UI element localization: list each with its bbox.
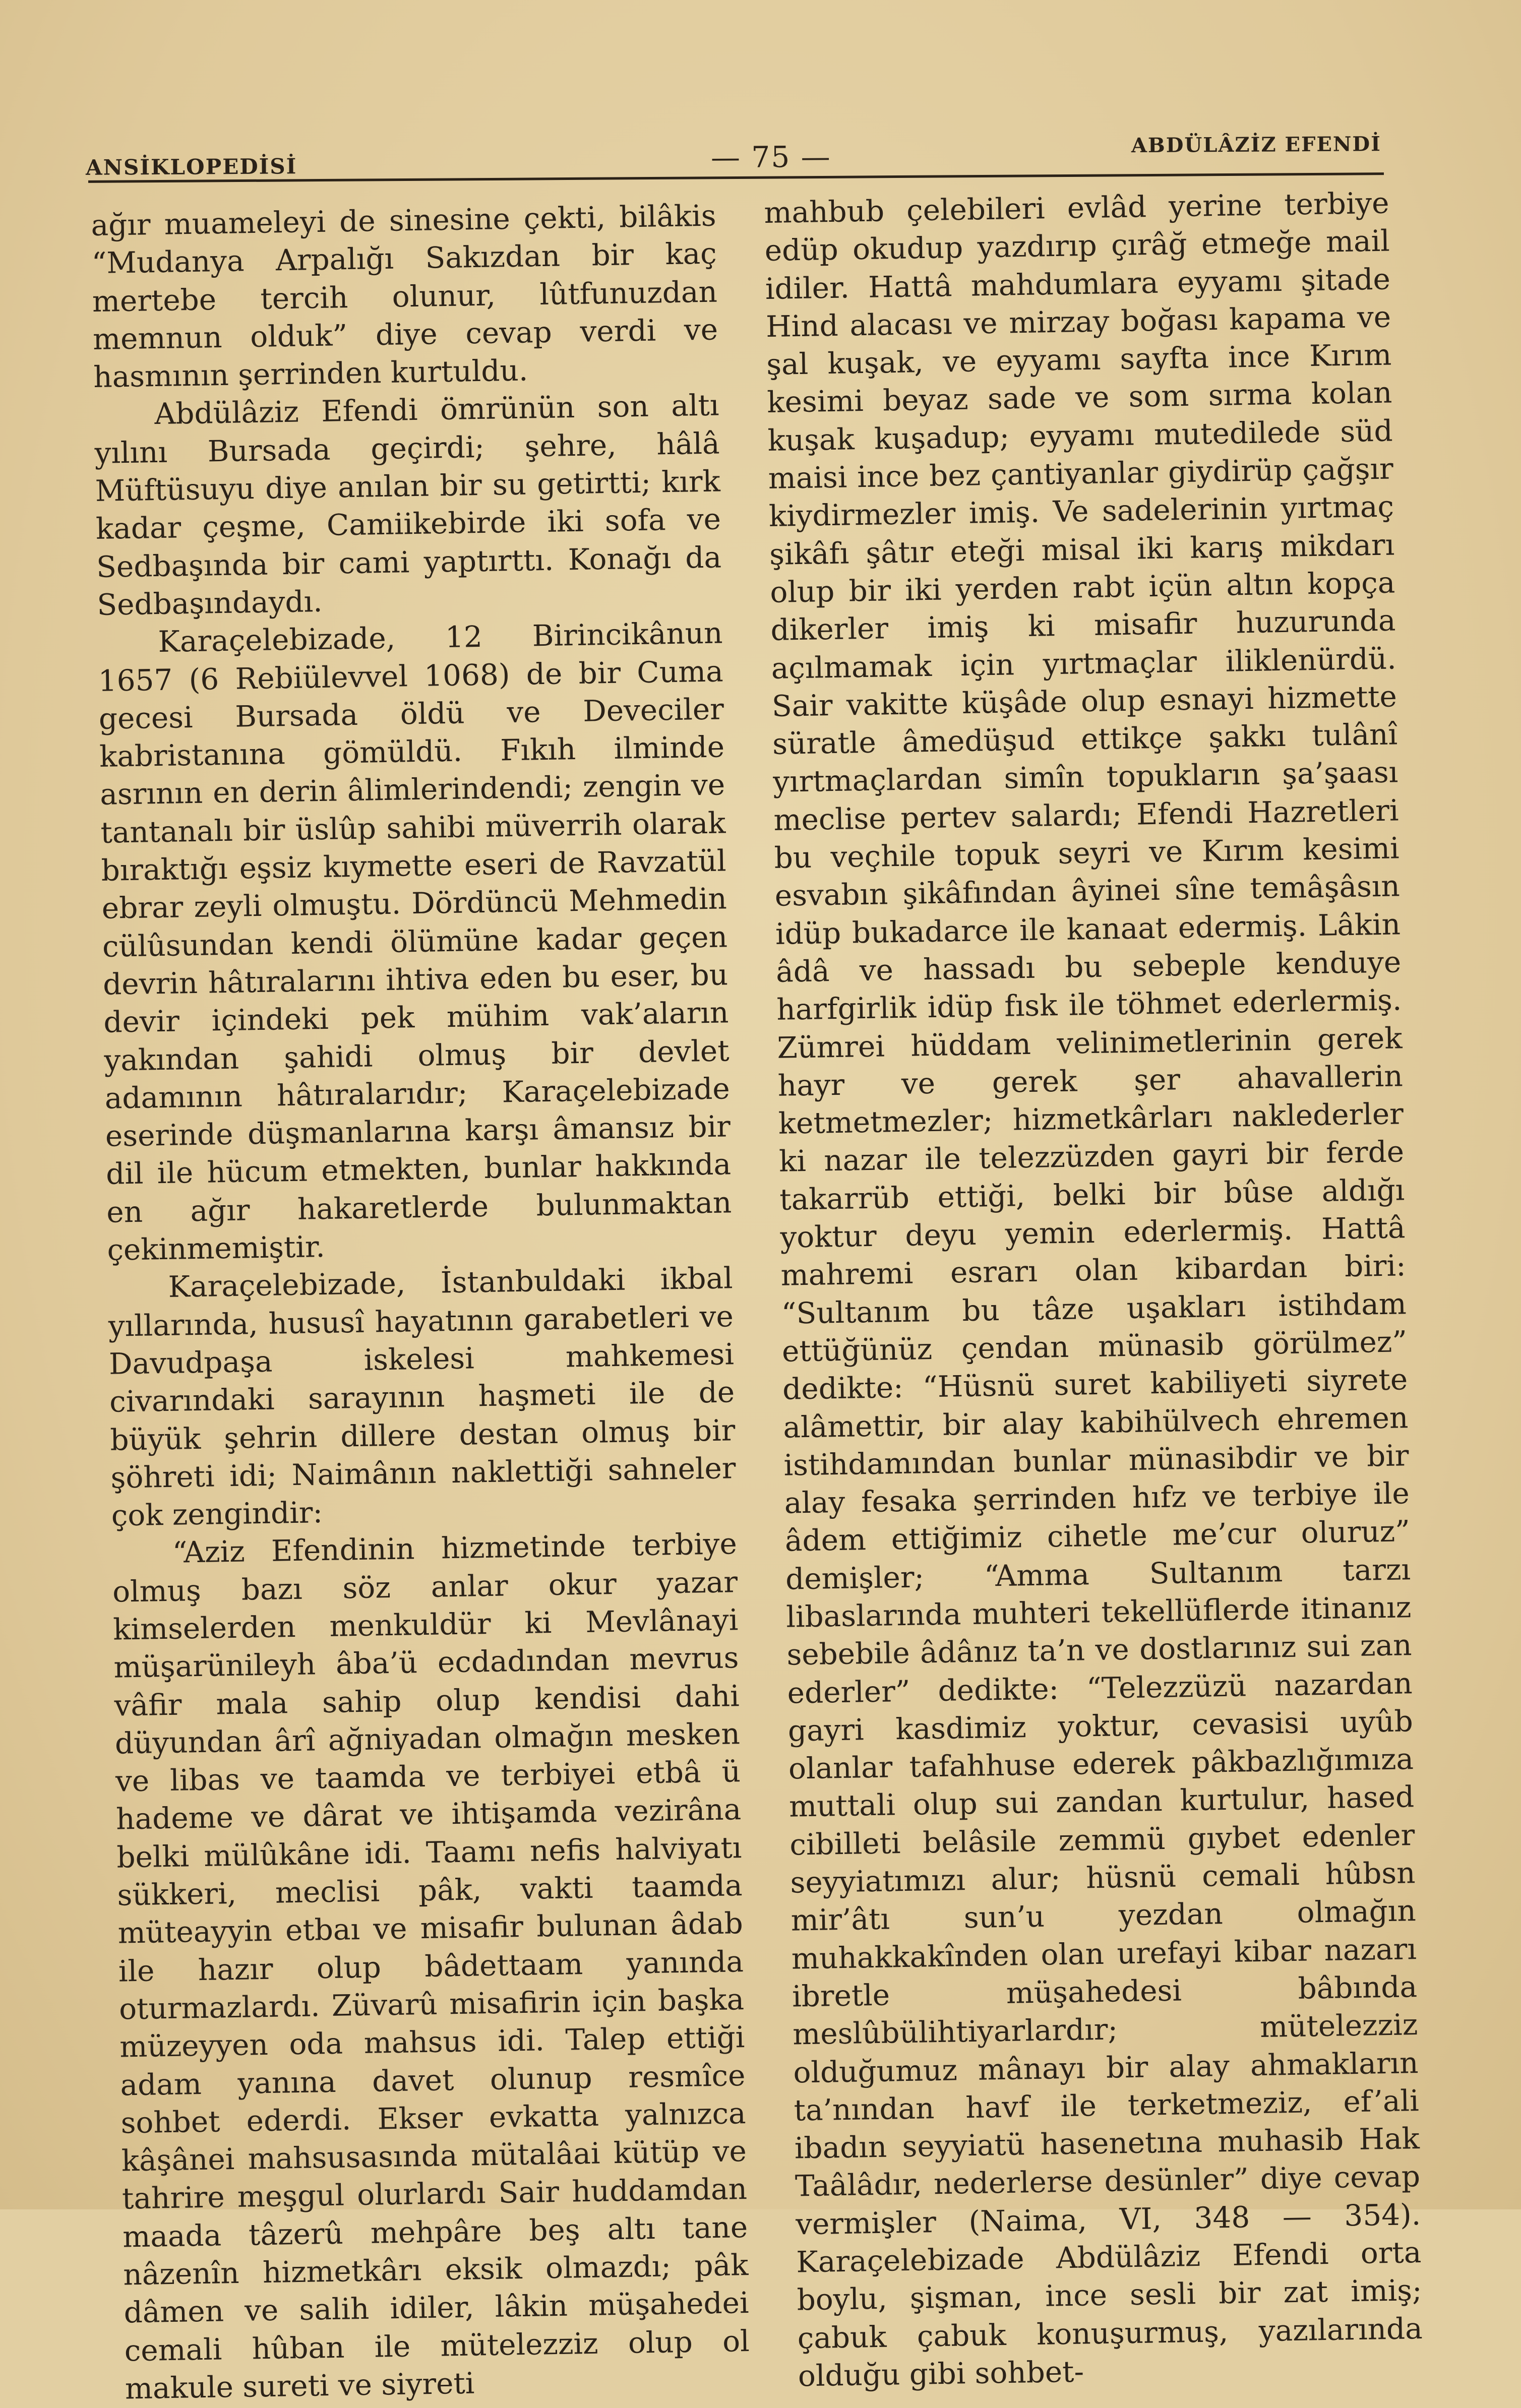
quote-paragraph: “Aziz Efendinin hizmetinde terbiye olmuş bazı söz anlar okur yazar kimselerden menkuldür ki Mevlânayi müşarünileyh âba’ü ecdadından mevrus vâfir mala sahip olup kendisi dahi düyundan ârî ağniyadan olmağın mesken ve libas ve taamda ve terbiyei etbâ ü hademe ve dârat ve ihtişamda vezirâna belki mülûkâne idi. Taamı nefis halviyatı sükkeri, meclisi pâk, vakti taamda müteayyin etbaı ve misafir bulunan âdab ile hazır olup bâdettaam yanında oturmazlardı. Züvarû misafirin için başka müzeyyen oda mahsus idi. Talep ettiği adam yanına davet olunup resmîce sohbet ederdi. Ekser evkatta yalnızca kâşânei mahsusasında mütalâai kütüp ve tahrire meşgul olurlardı Sair huddamdan maada tâzerû mehpâre beş altı tane nâzenîn hizmetkârı eksik olmazdı; pâk dâmen ve salih idiler, lâkin müşahedei cemali hûban ile mütelezziz olup ol makule sureti ve siyreti [112,1526,750,2406]
paragraph: ağır muameleyi de sinesine çekti, bilâkis “Mudanya Arpalığı Sakızdan bir kaç mertebe tercih olunur, lûtfunuzdan memnun olduk” diye cevap verdi ve hasmının şerrinden kurtuldu. [91,198,718,395]
paragraph: Karaçelebizade, 12 Birincikânun 1657 (6 Rebiülevvel 1068) de bir Cuma gecesi Bursada öldü ve Deveciler kabristanına gömüldü. Fıkıh ilminde asrının en derin âlimlerindendi; zengin ve tantanalı bir üslûp sahibi müverrih olarak bıraktığı eşsiz kıymette eseri de Ravzatül ebrar zeyli olmuştu. Dördüncü Mehmedin cülûsundan kendi ölümüne kadar geçen devrin hâtıralarını ihtiva eden bu eser, bu devir içindeki pek mühim vak’aların yakından şahidi olmuş bir devlet adamının hâtıralarıdır; Karaçelebizade eserinde düşmanlarına karşı âmansız bir dil ile hücum etmekten, bunlar hakkında en ağır hakaretlerde bulunmaktan çekinmemiştir. [98,615,732,1267]
left-column [91,197,750,2408]
right-column [764,184,1423,2395]
paragraph: mahbub çelebileri evlâd yerine terbiye edüp okudup yazdırıp çırâğ etmeğe mail idiler. Hattâ mahdumlara eyyamı şitade Hind alacası ve mirzay boğası kapama ve şal kuşak, ve eyyamı sayfta ince Kırım kesimi beyaz sade ve som sırma kolan kuşak kuşadup; eyyamı mutedilede süd maisi ince bez çantiyanlar giydirüp çağşır kiydirmezler imiş. Ve sadelerinin yırtmaç şikâfı şâtır eteği misal iki karış mikdarı olup bir iki yerden rabt içün altın kopça dikerler imiş ki misafir huzurunda açılmamak için yırtmaçlar iliklenürdü. Sair vakitte küşâde olup esnayi hizmette süratle âmedüşud ettikçe şakkı tulânî yırtmaçlardan simîn topukların şa’şaası meclise pertev salardı; Efendi Hazretleri bu veçhile topuk seyri ve Kırım kesimi esvabın şikâfından âyinei sîne temâşâsın idüp bukadarce ile kanaat edermiş. Lâkin âdâ ve hassadı bu sebeple kenduye harfgirlik idüp fısk ile töhmet ederlermiş. Zümrei hüddam velinimetlerinin gerek hayr ve gerek şer ahavallerin ketmetmezler; hizmetkârları naklederler ki nazar ile telezzüzden gayri bir ferde takarrüb ettiği, belki bir bûse aldığı yoktur deyu yemin ederlermiş. Hattâ mahremi esrarı olan kibardan biri: “Sultanım bu tâze uşakları istihdam ettüğünüz çendan münasib görülmez” dedikte: “Hüsnü suret kabiliyeti siyrete alâmettir, bir alay kabihülvech ehremen istihdamından bunlar münasibdir ve bir alay fesaka şerrinden hıfz ve terbiye ile âdem ettiğimiz cihetle me’cur oluruz” demişler; “Amma Sultanım tarzı libaslarında muhteri tekellüflerde itinanız sebebile âdânız ta’n ve dostlarınız sui zan ederler” dedikte: “Telezzüzü nazardan gayri kasdimiz yoktur, cevasisi uyûb olanlar tafahhuse ederek pâkbazlığımıza muttali olup sui zandan kurtulur, hased cibilleti belâsile zemmü gıybet edenler seyyiatımızı alur; hüsnü cemali hûbsn mir’âtı sun’u yezdan olmağın muhakkakînden olan urefayi kibar nazarı ibretle müşahedesi bâbında meslûbülihtiyarlardır; mütelezziz olduğumuz mânayı bir alay ahmakların ta’nından havf ile terketmeziz, ef’ali ibadın seyyiatü hasenetına muhasib Hak Taâlâdır, nederlerse desünler” diye cevap vermişler (Naima, VI, 348 — 354). Karaçelebizade Abdülâziz Efendi orta boylu, şişman, ince sesli bir zat imiş; çabuk çabuk konuşurmuş, yazılarında olduğu gibi sohbet- [764,186,1423,2393]
header-left-title: ANSİKLOPEDİSİ [85,154,297,180]
page-number: — 75 — [710,139,831,175]
header-right-title: ABDÜLÂZİZ EFENDİ [1131,132,1381,158]
paragraph: Karaçelebizade, İstanbuldaki ikbal yıllarında, hususî hayatının garabetleri ve Davudpaşa iskelesi mahkemesi civarındaki sarayının haşmeti ile de büyük şehrin dillere destan olmuş bir şöhreti idi; Naimânın naklettiği sahneler çok zengindir: [108,1261,736,1533]
paragraph: Abdülâziz Efendi ömrünün son altı yılını Bursada geçirdi; şehre, hâlâ Müftüsuyu diye anılan bir su getirtti; kırk kadar çeşme, Camiikebirde iki sofa ve Sedbaşında bir cami yaptırttı. Konağı da Sedbaşındaydı. [94,388,722,622]
